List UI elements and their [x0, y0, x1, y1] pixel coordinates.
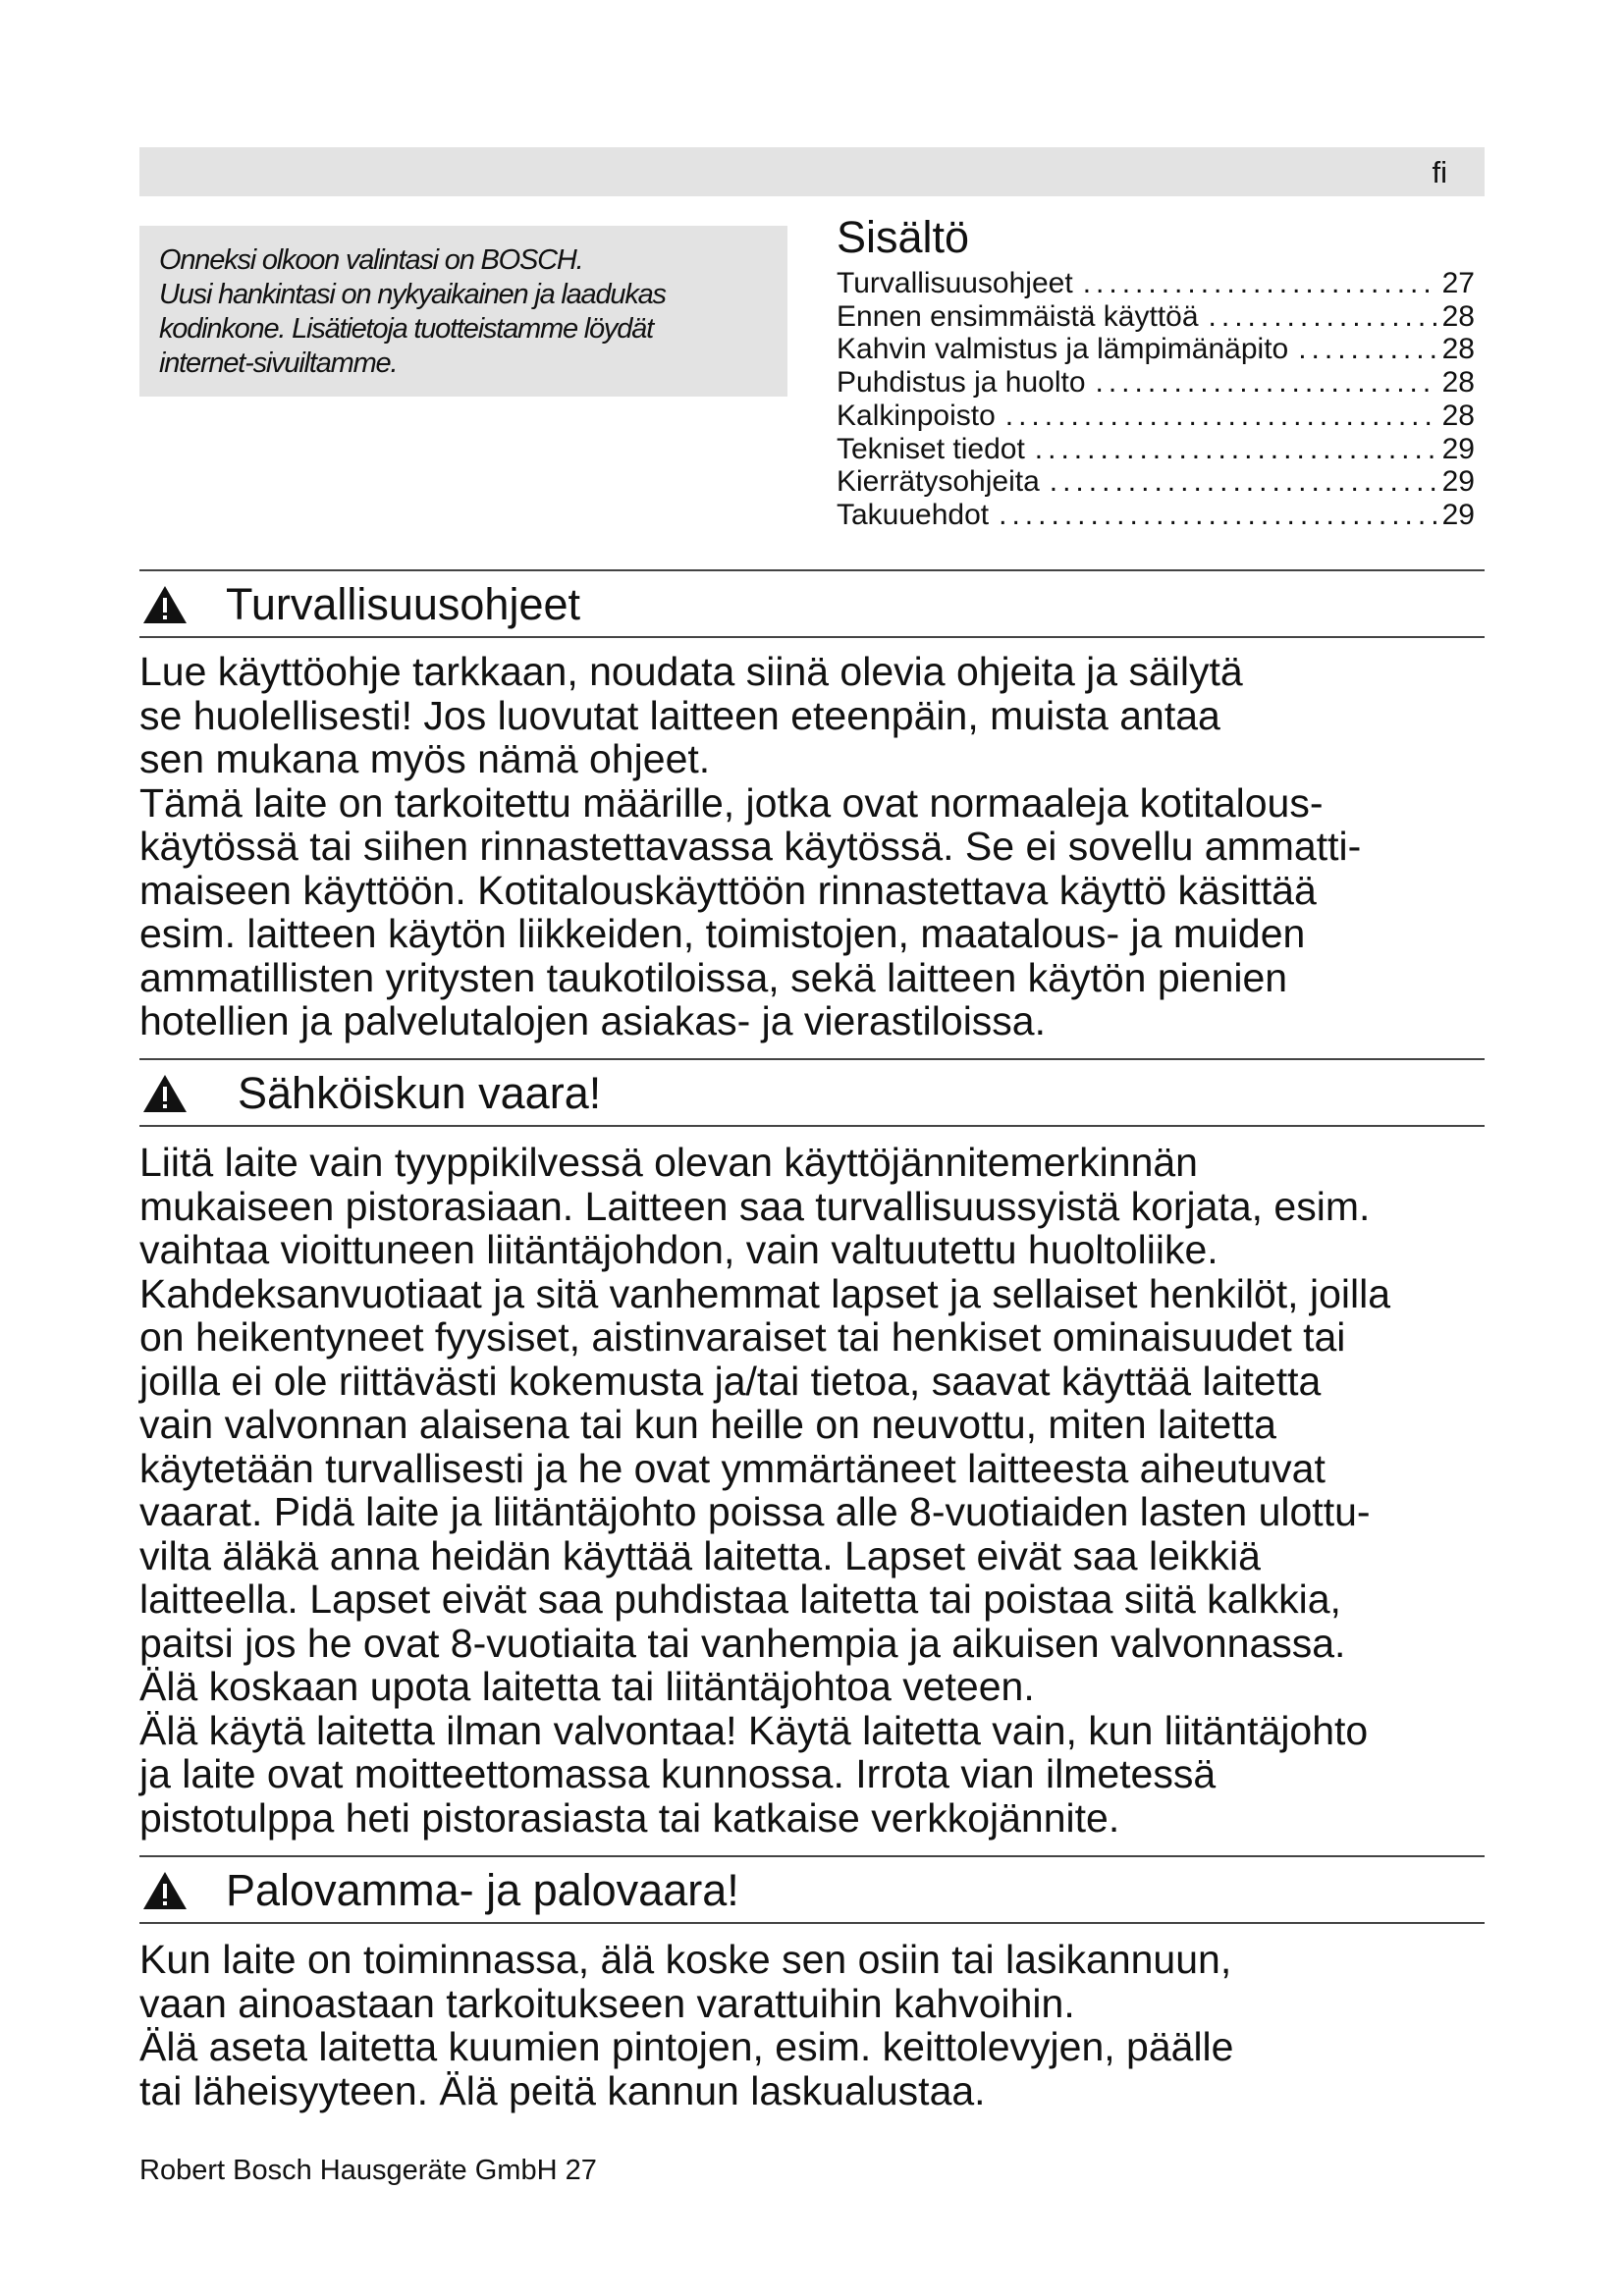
toc-item[interactable] — [837, 333, 1475, 366]
text-line: vain valvonnan alaisena tai kun heille on neuvottu, miten laitetta — [139, 1402, 1276, 1447]
text-line: Liitä laite vain tyyppikilvessä olevan käyttöjännitemerkinnän — [139, 1140, 1198, 1185]
toc-leader — [1073, 267, 1436, 300]
toc-leader — [989, 499, 1435, 532]
section-title: Turvallisuusohjeet — [226, 579, 581, 629]
toc-item-label: Turvallisuusohjeet — [837, 267, 1073, 299]
welcome-line: kodinkone. Lisätietoja tuotteistamme löydät — [159, 313, 653, 345]
section-body — [139, 650, 1514, 1043]
toc-item-page: 28 — [1441, 333, 1475, 366]
text-line: Älä käytä laitetta ilman valvontaa! Käytä laitetta vain, kun liitäntäjohto — [139, 1707, 1369, 1753]
section-divider — [139, 569, 1485, 571]
toc-item-page: 27 — [1441, 267, 1475, 299]
toc-item-page: 28 — [1441, 299, 1475, 333]
header-bar — [139, 147, 1485, 196]
text-line: Kahdeksanvuotiaat ja sitä vanhemmat lapset ja sellaiset henkilöt, joilla — [139, 1270, 1391, 1316]
section-divider — [139, 1922, 1485, 1924]
text-line: ja laite ovat moitteettomassa kunnossa. Irrota vian ilmetessä — [139, 1751, 1217, 1796]
welcome-box — [139, 226, 787, 397]
toc-item[interactable] — [837, 433, 1475, 466]
text-line: vaan ainoastaan tarkoitukseen varattuihin kahvoihin. — [139, 1980, 1075, 2026]
toc-item-page: 29 — [1441, 498, 1475, 531]
text-line: tai läheisyyteen. Älä peitä kannun laskualustaa. — [139, 2067, 986, 2113]
section-divider — [139, 636, 1485, 638]
text-line: esim. laitteen käytön liikkeiden, toimistojen, maatalous- ja muiden — [139, 911, 1306, 956]
section-divider — [139, 1058, 1485, 1060]
toc-leader — [1086, 366, 1436, 400]
toc-leader — [1288, 333, 1435, 366]
text-line: se huolellisesti! Jos luovutat laitteen eteenpäin, muista antaa — [139, 692, 1220, 738]
text-line: ammatillisten yritysten taukotiloissa, sekä laitteen käytön pienien — [139, 954, 1288, 1000]
text-line: vaihtaa vioittuneen liitäntäjohdon, vain valtuutettu huoltoliike. — [139, 1227, 1218, 1272]
table-of-contents — [837, 208, 1485, 532]
toc-item-page: 28 — [1441, 366, 1475, 400]
warning-icon — [141, 1072, 189, 1115]
text-line: Älä aseta laitetta kuumien pintojen, esim. keittolevyjen, päälle — [139, 2024, 1234, 2069]
toc-leader — [996, 400, 1436, 433]
section-title: Palovamma- ja palovaara! — [226, 1865, 739, 1915]
toc-item-page: 29 — [1441, 465, 1475, 499]
toc-leader — [1040, 465, 1436, 499]
toc-item-label: Puhdistus ja huolto — [837, 366, 1086, 400]
toc-item[interactable] — [837, 267, 1475, 300]
toc-item-label: Tekniset tiedot — [837, 432, 1025, 465]
toc-item[interactable] — [837, 465, 1475, 499]
text-line: on heikentyneet fyysiset, aistinvaraiset tai henkiset ominaisuudet tai — [139, 1314, 1346, 1360]
toc-item[interactable] — [837, 400, 1475, 433]
text-line: vilta äläkä anna heidän käyttää laitetta. Lapset eivät saa leikkiä — [139, 1532, 1261, 1578]
warning-icon — [141, 583, 189, 626]
toc-leader — [1025, 433, 1436, 466]
section-title: Sähköiskun vaara! — [238, 1068, 602, 1118]
text-line: Älä koskaan upota laitetta tai liitäntäjohtoa veteen. — [139, 1664, 1035, 1709]
text-line: mukaiseen pistorasiaan. Laitteen saa turvallisuussyistä korjata, esim. — [139, 1183, 1371, 1229]
text-line: Kun laite on toiminnassa, älä koske sen osiin tai lasikannuun, — [139, 1937, 1232, 1982]
text-line: maiseen käyttöön. Kotitalouskäyttöön rinnastettava käyttö käsittää — [139, 867, 1317, 913]
text-line: pistotulppa heti pistorasiasta tai katkaise verkkojännite. — [139, 1794, 1120, 1841]
section-heading — [139, 1061, 1485, 1126]
text-line: hotellien ja palvelutalojen asiakas- ja vierastiloissa. — [139, 998, 1047, 1043]
toc-title: Sisältö — [837, 212, 970, 262]
text-line: laitteella. Lapset eivät saa puhdistaa laitetta tai poistaa siitä kalkkia, — [139, 1576, 1341, 1622]
language-code: fi — [1432, 155, 1447, 189]
toc-item-label: Ennen ensimmäistä käyttöä — [837, 299, 1199, 333]
toc-item-label: Kahvin valmistus ja lämpimänäpito — [837, 333, 1289, 366]
section-heading — [139, 1858, 1485, 1923]
text-line: vaarat. Pidä laite ja liitäntäjohto poissa alle 8-vuotiaiden lasten ulottu- — [139, 1489, 1371, 1534]
toc-item[interactable] — [837, 300, 1475, 334]
toc-item[interactable] — [837, 366, 1475, 400]
toc-item-page: 29 — [1441, 432, 1475, 465]
toc-leader — [1199, 300, 1436, 334]
text-line: joilla ei ole riittävästi kokemusta ja/tai tietoa, saavat käyttää laitetta — [139, 1358, 1322, 1404]
welcome-line: internet-sivuiltamme. — [159, 347, 398, 379]
section-divider — [139, 1855, 1485, 1857]
text-line: sen mukana myös nämä ohjeet. — [139, 736, 711, 781]
text-line: Lue käyttöohje tarkkaan, noudata siinä olevia ohjeita ja säilytä — [139, 649, 1243, 694]
toc-item-page: 28 — [1441, 399, 1475, 432]
section-heading — [139, 572, 1485, 637]
toc-item[interactable] — [837, 499, 1475, 532]
section-body — [139, 1141, 1514, 1840]
toc-item-label: Kalkinpoisto — [837, 399, 996, 432]
text-line: paitsi jos he ovat 8-vuotiaita tai vanhempia ja aikuisen valvonnassa. — [139, 1620, 1346, 1666]
section-body — [139, 1938, 1514, 2112]
section-divider — [139, 1125, 1485, 1127]
page-footer: Robert Bosch Hausgeräte GmbH 27 — [139, 2155, 597, 2186]
welcome-line: Uusi hankintasi on nykyaikainen ja laadukas — [159, 279, 666, 310]
toc-item-label: Kierrätysohjeita — [837, 465, 1040, 499]
text-line: Tämä laite on tarkoitettu määrille, jotka ovat normaaleja kotitalous- — [139, 779, 1324, 826]
toc-item-label: Takuuehdot — [837, 498, 990, 531]
warning-icon — [141, 1869, 189, 1912]
text-line: käytössä tai siihen rinnastettavassa käytössä. Se ei sovellu ammatti- — [139, 824, 1362, 869]
welcome-line: Onneksi olkoon valintasi on BOSCH. — [159, 244, 583, 276]
text-line: käytetään turvallisesti ja he ovat ymmärtäneet laitteesta aiheutuvat — [139, 1445, 1326, 1491]
